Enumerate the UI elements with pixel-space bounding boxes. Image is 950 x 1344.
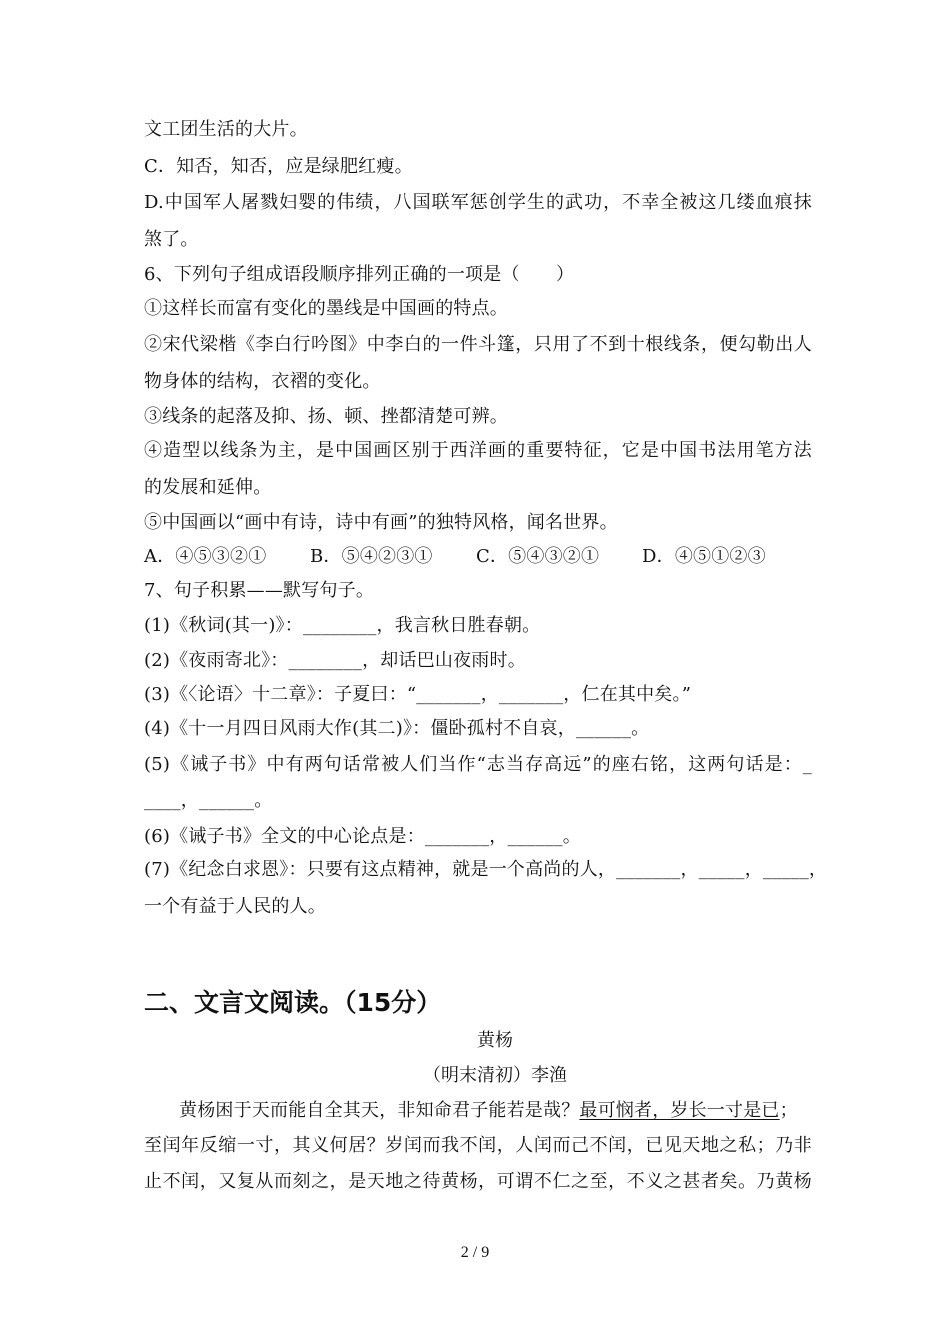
q7-stem: 7、句子积累——默写句子。 bbox=[144, 580, 375, 601]
passage-title: 黄杨 bbox=[477, 1030, 513, 1051]
q6-option-a: A．④⑤③②① bbox=[144, 546, 267, 567]
q7-item-2: (2)《夜雨寄北》：________，却话巴山夜雨时。 bbox=[144, 650, 526, 671]
q6-sentence-2-line2: 物身体的结构，衣褶的变化。 bbox=[144, 371, 381, 392]
q6-option-b: B．⑤④②③① bbox=[310, 546, 433, 567]
q5-option-c: C．知否，知否，应是绿肥红瘦。 bbox=[144, 156, 413, 177]
q7-item-4: (4)《十一月四日风雨大作(其二)》：僵卧孤村不自哀，______。 bbox=[144, 718, 650, 739]
q6-sentence-1: ①这样长而富有变化的墨线是中国画的特点。 bbox=[144, 298, 508, 319]
q6-sentence-4-line1: ④造型以线条为主，是中国画区别于西洋画的重要特征，它是中国书法用笔方法 bbox=[144, 440, 812, 461]
passage-line-2: 至闰年反缩一寸，其义何居？岁闰而我不闰，人闰而己不闰，已见天地之私；乃非 bbox=[144, 1135, 812, 1156]
q7-item-1: (1)《秋词(其一)》：________，我言秋日胜春朝。 bbox=[144, 615, 541, 636]
q5-option-d-line1: D.中国军人屠戮妇婴的伟绩，八国联军惩创学生的武功，不幸全被这几缕血痕抹 bbox=[144, 192, 812, 213]
q5-option-d-line2: 煞了。 bbox=[144, 229, 199, 250]
q6-sentence-3: ③线条的起落及抑、扬、顿、挫都清楚可辨。 bbox=[144, 406, 508, 427]
q7-item-7-line2: 一个有益于人民的人。 bbox=[144, 896, 326, 917]
section-2-heading: 二、文言文阅读。（15分） bbox=[144, 988, 442, 1017]
q7-item-6: (6)《诫子书》全文的中心论点是：_______，______。 bbox=[144, 826, 581, 847]
q6-options bbox=[144, 545, 766, 569]
q6-option-d: D．④⑤①②③ bbox=[642, 546, 766, 567]
passage-line-1-end: ； bbox=[779, 1100, 798, 1121]
q7-item-5-line2: ____，______。 bbox=[144, 790, 273, 811]
passage-author: （明末清初）李渔 bbox=[423, 1065, 567, 1086]
passage-line-3: 止不闰，又复从而刻之，是天地之待黄杨，可谓不仁之至，不义之甚者矣。乃黄杨 bbox=[144, 1171, 812, 1192]
q6-option-c: C．⑤④③②① bbox=[476, 546, 600, 567]
passage-line-1 bbox=[179, 1099, 798, 1123]
q6-sentence-2-line1: ②宋代梁楷《李白行吟图》中李白的一件斗篷，只用了不到十根线条，便勾勒出人 bbox=[144, 334, 812, 355]
q6-stem: 6、下列句子组成语段顺序排列正确的一项是（ ） bbox=[144, 264, 575, 285]
q5-continuation-line: 文工团生活的大片。 bbox=[144, 119, 308, 140]
passage-line-1-start: 黄杨困于天而能自全其天，非知命君子能若是哉？ bbox=[179, 1100, 580, 1121]
page-number: 2 / 9 bbox=[460, 1244, 490, 1261]
q7-item-3: (3)《〈论语〉十二章》：子夏曰：“_______，_______，仁在其中矣。” bbox=[144, 684, 692, 705]
q6-sentence-5: ⑤中国画以“画中有诗，诗中有画”的独特风格，闻名世界。 bbox=[144, 512, 618, 533]
q7-item-5-line1: (5)《诫子书》中有两句话常被人们当作“志当存高远”的座右铭，这两句话是：_ bbox=[144, 754, 812, 775]
passage-underlined-sentence: 最可悯者，岁长一寸是已 bbox=[579, 1100, 780, 1121]
q6-sentence-4-line2: 的发展和延伸。 bbox=[144, 477, 272, 498]
q7-item-7-line1: (7)《纪念白求恩》：只要有这点精神，就是一个高尚的人，_______，_____，_____， bbox=[144, 859, 828, 880]
